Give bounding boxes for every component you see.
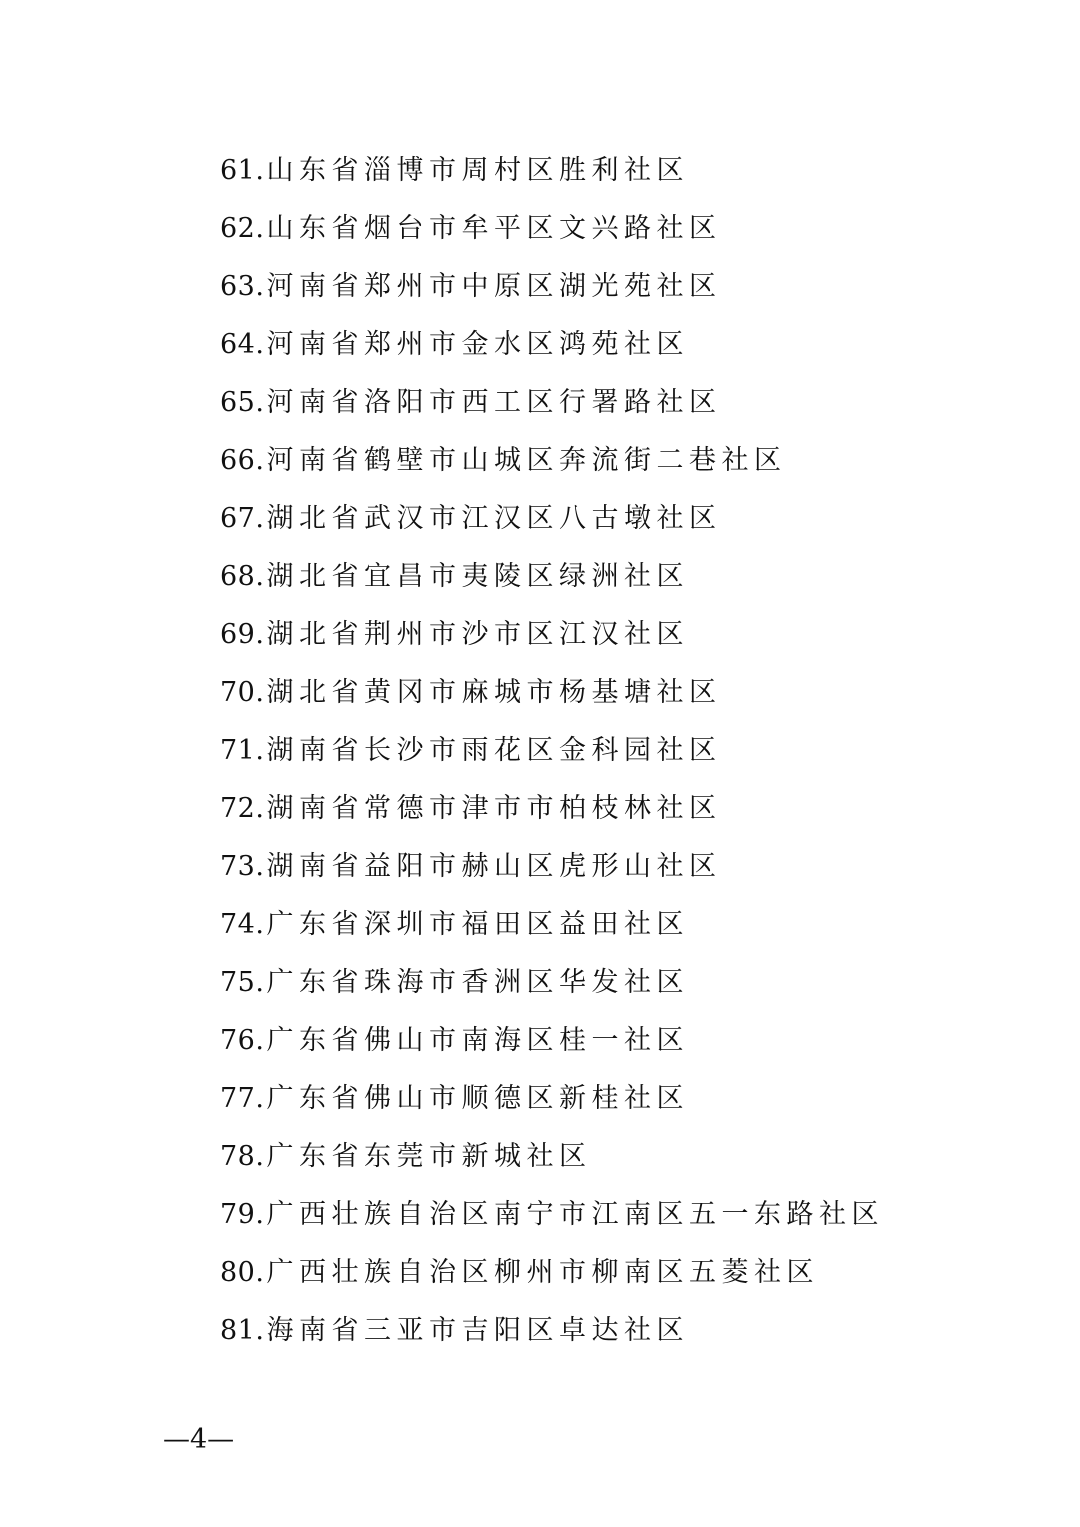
item-number: 63. bbox=[220, 271, 265, 302]
item-number: 71. bbox=[220, 735, 265, 766]
list-item bbox=[220, 722, 884, 780]
item-text: 湖北省武汉市江汉区八古墩社区 bbox=[266, 503, 722, 534]
item-text: 河南省鹤壁市山城区奔流街二巷社区 bbox=[266, 445, 787, 476]
list-item bbox=[220, 490, 884, 548]
list-item bbox=[220, 258, 884, 316]
item-number: 69. bbox=[220, 619, 265, 650]
item-number: 66. bbox=[220, 445, 265, 476]
list-item bbox=[220, 432, 884, 490]
item-number: 64. bbox=[220, 329, 265, 360]
list-item bbox=[220, 606, 884, 664]
item-text: 广东省佛山市南海区桂一社区 bbox=[266, 1025, 689, 1056]
item-text: 山东省烟台市牟平区文兴路社区 bbox=[266, 213, 722, 244]
item-text: 湖南省常德市津市市柏枝林社区 bbox=[266, 793, 722, 824]
item-text: 河南省洛阳市西工区行署路社区 bbox=[266, 387, 722, 418]
list-item bbox=[220, 1244, 884, 1302]
list-item bbox=[220, 200, 884, 258]
list-item bbox=[220, 1128, 884, 1186]
item-text: 湖南省长沙市雨花区金科园社区 bbox=[266, 735, 722, 766]
item-number: 76. bbox=[220, 1025, 265, 1056]
item-number: 65. bbox=[220, 387, 265, 418]
list-item bbox=[220, 1012, 884, 1070]
item-number: 73. bbox=[220, 851, 265, 882]
item-number: 72. bbox=[220, 793, 265, 824]
list-item bbox=[220, 1070, 884, 1128]
item-text: 广西壮族自治区柳州市柳南区五菱社区 bbox=[266, 1257, 819, 1288]
item-number: 67. bbox=[220, 503, 265, 534]
item-text: 湖南省益阳市赫山区虎形山社区 bbox=[266, 851, 722, 882]
item-text: 广东省佛山市顺德区新桂社区 bbox=[266, 1083, 689, 1114]
item-number: 80. bbox=[220, 1257, 265, 1288]
list-item bbox=[220, 1186, 884, 1244]
item-number: 78. bbox=[220, 1141, 265, 1172]
page-number: —4— bbox=[163, 1424, 235, 1455]
item-number: 70. bbox=[220, 677, 265, 708]
item-text: 河南省郑州市金水区鸿苑社区 bbox=[266, 329, 689, 360]
list-item bbox=[220, 374, 884, 432]
item-number: 75. bbox=[220, 967, 265, 998]
list-item bbox=[220, 838, 884, 896]
list-item bbox=[220, 1302, 884, 1360]
item-text: 河南省郑州市中原区湖光苑社区 bbox=[266, 271, 722, 302]
item-number: 81. bbox=[220, 1315, 265, 1346]
item-text: 广西壮族自治区南宁市江南区五一东路社区 bbox=[266, 1199, 884, 1230]
community-list bbox=[220, 142, 884, 1360]
item-text: 广东省珠海市香洲区华发社区 bbox=[266, 967, 689, 998]
list-item bbox=[220, 142, 884, 200]
item-text: 海南省三亚市吉阳区卓达社区 bbox=[266, 1315, 689, 1346]
item-number: 61. bbox=[220, 155, 265, 186]
list-item bbox=[220, 316, 884, 374]
list-item bbox=[220, 780, 884, 838]
item-text: 广东省深圳市福田区益田社区 bbox=[266, 909, 689, 940]
item-number: 74. bbox=[220, 909, 265, 940]
item-text: 湖北省宜昌市夷陵区绿洲社区 bbox=[266, 561, 689, 592]
item-text: 湖北省荆州市沙市区江汉社区 bbox=[266, 619, 689, 650]
list-item bbox=[220, 896, 884, 954]
list-item bbox=[220, 548, 884, 606]
item-number: 62. bbox=[220, 213, 265, 244]
list-item bbox=[220, 954, 884, 1012]
item-text: 广东省东莞市新城社区 bbox=[266, 1141, 592, 1172]
list-item bbox=[220, 664, 884, 722]
item-text: 山东省淄博市周村区胜利社区 bbox=[266, 155, 689, 186]
item-number: 68. bbox=[220, 561, 265, 592]
item-number: 79. bbox=[220, 1199, 265, 1230]
item-number: 77. bbox=[220, 1083, 265, 1114]
item-text: 湖北省黄冈市麻城市杨基塘社区 bbox=[266, 677, 722, 708]
